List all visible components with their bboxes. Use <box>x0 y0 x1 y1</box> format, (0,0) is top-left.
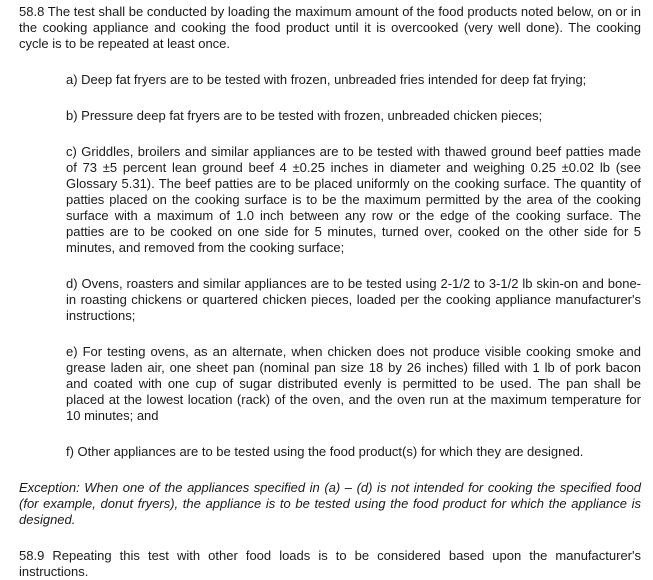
spacer <box>19 528 641 548</box>
list-item-b: b) Pressure deep fat fryers are to be tested with frozen, unbreaded chicken pieces; <box>66 108 543 123</box>
list-item-e: e) For testing ovens, as an alternate, when chicken does not produce visible cooking smoke and grease laden air, one sheet pan (nominal pan size 18 by 26 inches) filled with 1 lb of pork bacon and coated with one cup of sugar distributed evenly is permitted to be used. The pan shall be placed at the lowest location (rack) of the oven, and the oven run at the maximum temperature for 10 minutes; and <box>66 344 641 423</box>
list-item-a: a) Deep fat fryers are to be tested with frozen, unbreaded fries intended for deep fat frying; <box>66 72 587 87</box>
spacer <box>19 124 641 144</box>
spacer <box>19 424 641 444</box>
spacer <box>19 88 641 108</box>
exception-paragraph: Exception: When one of the appliances specified in (a) – (d) is not intended for cooking the specified food (for example, donut fryers), the appliance is to be tested using the food product for which the appliance is designed. <box>19 480 641 527</box>
spacer <box>19 460 641 480</box>
list-item-f: f) Other appliances are to be tested using the food product(s) for which they are designed. <box>66 444 584 459</box>
list-item-d: d) Ovens, roasters and similar appliances are to be tested using 2-1/2 to 3-1/2 lb skin-on and bone-in roasting chickens or quartered chicken pieces, loaded per the cooking appliance manufacturer's instructions; <box>66 276 641 323</box>
spacer <box>19 256 641 276</box>
section-58-8-paragraph: 58.8 The test shall be conducted by loading the maximum amount of the food products noted below, on or in the cooking appliance and cooking the food product until it is overcooked (very well done). The cooking cycle is to be repeated at least once. <box>19 4 641 51</box>
spacer <box>19 324 641 344</box>
spacer <box>19 52 641 72</box>
document-page <box>19 4 641 580</box>
section-58-9-paragraph: 58.9 Repeating this test with other food loads is to be considered based upon the manufacturer's instructions. <box>19 548 641 579</box>
list-item-c: c) Griddles, broilers and similar appliances are to be tested with thawed ground beef patties made of 73 ±5 percent lean ground beef 4 ±0.25 inches in diameter and weighing 0.25 ±0.02 lb (see Glossary 5.31). The beef patties are to be placed uniformly on the cooking surface. The quantity of patties placed on the cooking surface is to be the maximum permitted by the area of the cooking surface with a maximum of 1.0 inch between any row or the edge of the cooking surface. The patties are to be cooked on one side for 5 minutes, turned over, cooked on the other side for 5 minutes, and removed from the cooking surface; <box>66 144 641 255</box>
